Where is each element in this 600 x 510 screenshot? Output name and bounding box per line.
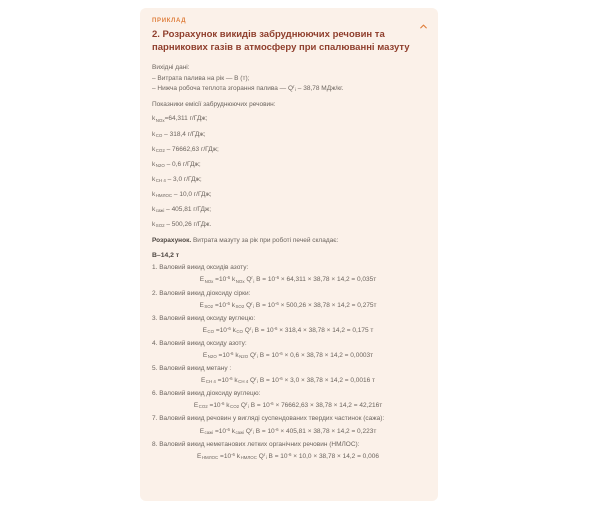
input-data-item: – Нижча робоча теплота згорання палива — $Q^r_i - 38,78$ МДж/кг.	[152, 84, 344, 93]
step-factor: 3,0	[290, 377, 300, 385]
step-result: 42,216т	[359, 402, 383, 410]
factor-value: – 500,26 г/ГДж.	[164, 221, 212, 229]
factor-symbol: k	[152, 221, 156, 229]
emission-factor-item	[152, 175, 424, 184]
factor-subscript: CO2	[155, 147, 165, 153]
calculation-steps	[152, 263, 424, 461]
step-label: 2. Валовий викид діоксиду сірки:	[152, 289, 251, 297]
factor-value: =64,311 г/ГДж;	[164, 115, 208, 123]
factor-symbol: k	[152, 145, 156, 153]
factor-value: – 10,0 г/ГДж;	[172, 190, 212, 198]
emission-factor-item	[152, 130, 424, 139]
factor-subscript: CO	[155, 132, 163, 138]
factor-value: – 405,81 г/ГДж;	[164, 206, 212, 214]
step-formula: $E_{НМЛОС} =10^{-6}$ $k_{НМЛОС}$ $Q^r_i$ $В = 10^{-6} \times 10,0 \times 38,78 \times 14,2 = 0,006$	[197, 451, 379, 460]
calculation-lead-text: Витрата мазуту за рік при роботі печей складає:	[191, 237, 339, 245]
step-factor: 318,4	[284, 326, 302, 334]
calculation-lead	[152, 236, 424, 245]
factor-subscript: N2O	[155, 162, 165, 168]
calculation-step	[152, 364, 424, 385]
factor-value: – 0,6 г/ГДж;	[164, 160, 201, 168]
factor-symbol: k	[152, 130, 156, 138]
step-factor: 10,0	[298, 452, 312, 460]
example-title: 2. Розрахунок викидів забруднюючих речовин та парникових газів в атмосферу при спалюванні мазуту	[152, 29, 410, 54]
emission-factors-heading: Показники емісії забруднюючих речовин:	[152, 101, 276, 109]
emission-factor-item	[152, 160, 424, 169]
step-label: 4. Валовий викид оксиду азоту:	[152, 339, 247, 347]
step-formula: $E_{SO2} =10^{-6}$ $k_{SO2}$ $Q^r_i$ $В = 10^{-6} \times 500,26 \times 38,78 \times 14,2 = 0,275т$	[199, 300, 377, 309]
factor-symbol: k	[152, 190, 156, 198]
factor-symbol: k	[152, 175, 156, 183]
emission-factor-item	[152, 220, 424, 229]
input-data-heading: Вихідні дані:	[152, 63, 190, 71]
step-result: 0,0003т	[350, 351, 374, 359]
input-data-list	[152, 74, 424, 94]
step-formula: $E_{CO} =10^{-6}$ $k_{CO}$ $Q^r_i$ $В = 10^{-6} \times 318,4 \times 38,78 \times 14,2 = 0,175$ т	[202, 325, 374, 334]
step-label: 3. Валовий викид оксиду вуглецю:	[152, 314, 256, 322]
calculation-step	[152, 414, 424, 435]
step-label: 5. Валовий викид метану :	[152, 365, 232, 373]
step-result: 0,175 т	[352, 326, 374, 334]
step-result: 0,223т	[357, 427, 377, 435]
factor-symbol: k	[152, 206, 156, 214]
step-result: 0,035т	[357, 276, 377, 284]
step-formula: $E_{CO2} =10^{-6}$ $k_{CO2}$ $Q^r_i$ $В = 10^{-6} \times 76662,63 \times 38,78 \times 14,2 = 42,216т$	[193, 401, 383, 410]
step-formula: $E_{сажі} =10^{-6}$ $k_{сажі}$ $Q^r_i$ $В = 10^{-6} \times 405,81 \times 38,78 \times 14,2 = 0,223т$	[199, 426, 377, 435]
step-factor: 64,311	[286, 276, 306, 284]
calculation-step	[152, 339, 424, 360]
example-eyebrow: ПРИКЛАД	[152, 18, 187, 24]
calculation-step	[152, 440, 424, 461]
step-label: 6. Валовий викид діоксиду вуглецю:	[152, 390, 261, 398]
step-result: 0,0016 т	[350, 377, 376, 385]
calculation-step	[152, 263, 424, 284]
factor-subscript: CH 4	[155, 177, 166, 183]
calculation-label: Розрахунок.	[152, 237, 192, 245]
factor-subscript: НМЛОС	[155, 193, 173, 199]
collapse-button[interactable]	[418, 21, 429, 32]
factor-symbol: k	[152, 115, 156, 123]
chevron-up-icon	[418, 21, 429, 32]
factor-subscript: SO2	[155, 223, 165, 229]
factor-subscript: NOx	[155, 117, 165, 123]
step-formula: $E_{N2O} =10^{-6}$ $k_{N2O}$ $Q^r_i$ $В = 10^{-6} \times 0,6 \times 38,78 \times 14,2 = 0,0003т$	[202, 350, 374, 360]
emission-factor-item	[152, 114, 424, 123]
emission-factor-item	[152, 205, 424, 214]
calculation-step	[152, 314, 424, 335]
factor-subscript: сажі	[155, 208, 165, 214]
step-factor: 0,6	[290, 351, 300, 359]
fuel-consumption-value: В–14,2 т	[152, 252, 180, 260]
input-data-item: – Витрата палива на рік — В (т);	[152, 74, 250, 82]
factor-value: – 318,4 г/ГДж;	[162, 130, 206, 138]
calculation-step	[152, 389, 424, 410]
example-card	[140, 8, 438, 501]
factor-value: – 3,0 г/ГДж;	[165, 175, 202, 183]
emission-factors-list	[152, 114, 424, 229]
emission-factor-item	[152, 190, 424, 199]
step-factor: 500,26	[286, 301, 307, 309]
step-formula: $E_{NOx} =10^{-6}$ $k_{NOx}$ $Q^r_i$ $В = 10^{-6} \times 64,311 \times 38,78 \times 14,2 = 0,035т$	[199, 275, 377, 284]
step-factor: 405,81	[286, 427, 306, 435]
step-formula: $E_{CH 4} =10^{-6}$ $k_{CH 4}$ $Q^r_i$ $В = 10^{-6} \times 3,0 \times 38,78 \times 14,2 = 0,0016$ т	[200, 376, 376, 385]
step-label: 1. Валовий викид оксидів азоту:	[152, 264, 249, 272]
step-factor: 76662,63	[281, 402, 309, 410]
step-label: 8. Валовий викид неметанових летких органічних речовин (НМЛОС):	[152, 440, 360, 448]
factor-value: – 76662,63 г/ГДж;	[164, 145, 219, 153]
emission-factor-item	[152, 145, 424, 154]
step-label: 7. Валовий викид речовин у вигляді суспендованих твердих частинок (сажа):	[152, 415, 385, 423]
step-result: 0,275т	[357, 301, 377, 309]
factor-symbol: k	[152, 160, 156, 168]
calculation-step	[152, 289, 424, 310]
step-result: 0,006	[362, 452, 379, 460]
